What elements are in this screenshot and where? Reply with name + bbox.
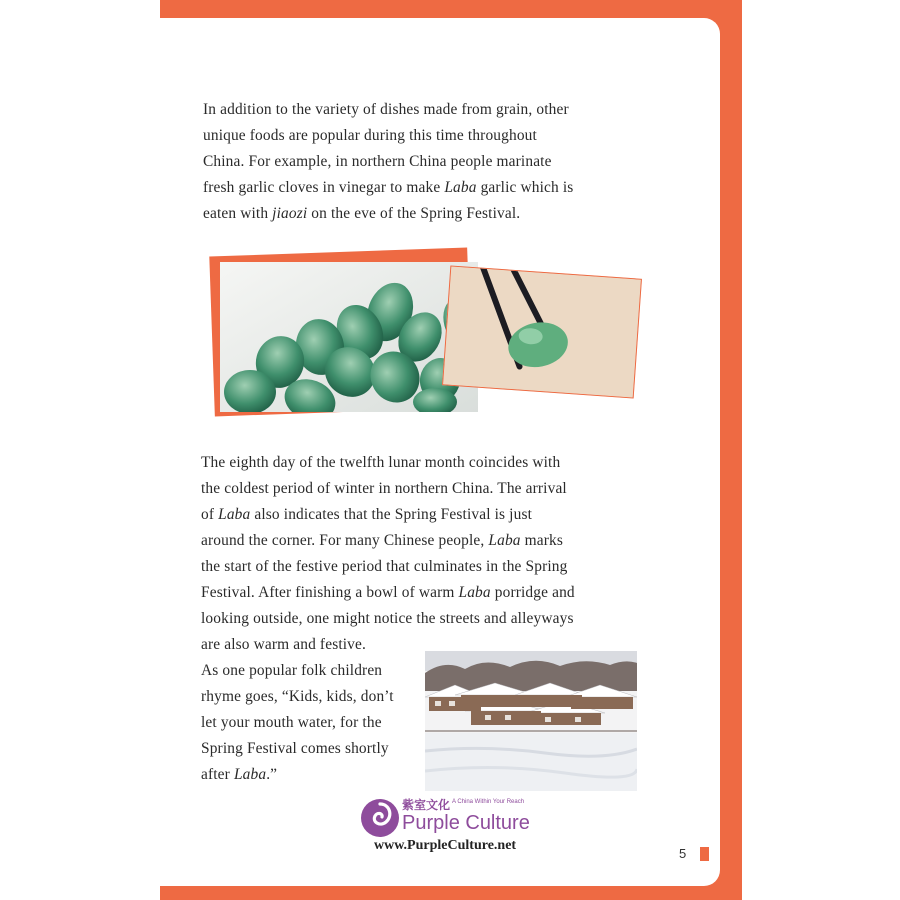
- village-icon: [425, 651, 637, 791]
- page-number-marker: [700, 847, 709, 861]
- purple-culture-watermark: [360, 796, 550, 858]
- italic-term: Laba: [458, 584, 491, 601]
- text-line: As one popular folk children: [201, 662, 383, 679]
- text-line: are also warm and festive.: [201, 636, 367, 653]
- text-line: also indicates that the Spring Festival is just: [250, 506, 533, 523]
- text-line: rhyme goes, “Kids, kids, don’t: [201, 688, 394, 705]
- text-line: after: [201, 766, 234, 783]
- italic-term: jiaozi: [272, 205, 308, 222]
- text-line: .”: [266, 766, 278, 783]
- text-line: the coldest period of winter in northern China. The arrival: [201, 480, 567, 497]
- text-line: fresh garlic cloves in vinegar to make: [203, 179, 445, 196]
- italic-term: Laba: [444, 179, 477, 196]
- text-line: In addition to the variety of dishes made from grain, other: [203, 101, 569, 118]
- text-line: The eighth day of the twelfth lunar month coincides with: [201, 454, 561, 471]
- text-line: the start of the festive period that culminates in the Spring: [201, 558, 568, 575]
- text-line: porridge and: [490, 584, 575, 601]
- paragraph-folk-rhyme: [201, 658, 419, 788]
- text-line: Festival. After finishing a bowl of warm: [201, 584, 459, 601]
- garlic-cloves-image: [220, 262, 478, 412]
- chopsticks-garlic-photo: [442, 265, 642, 398]
- page-number: 5: [679, 846, 687, 861]
- text-line: of: [201, 506, 219, 523]
- text-line: looking outside, one might notice the streets and alleyways: [201, 610, 574, 627]
- text-line: China. For example, in northern China people marinate: [203, 153, 552, 170]
- watermark-tagline: A China Within Your Reach: [452, 799, 525, 805]
- italic-term: Laba: [488, 532, 521, 549]
- paragraph-laba-garlic: [203, 97, 643, 227]
- text-line: Spring Festival comes shortly: [201, 740, 389, 757]
- text-line: garlic which is: [476, 179, 574, 196]
- watermark-name: Purple Culture: [402, 812, 530, 834]
- text-line: marks: [520, 532, 564, 549]
- chopsticks-icon: [443, 267, 641, 398]
- italic-term: Laba: [233, 766, 267, 783]
- text-line: let your mouth water, for the: [201, 714, 382, 731]
- watermark-chinese: 紫室文化: [402, 798, 451, 812]
- text-line: around the corner. For many Chinese people,: [201, 532, 489, 549]
- paragraph-laba-winter: [201, 450, 638, 658]
- italic-term: Laba: [218, 506, 251, 523]
- watermark-url: www.PurpleCulture.net: [374, 838, 517, 853]
- text-line: on the eve of the Spring Festival.: [307, 205, 521, 222]
- text-line: unique foods are popular during this time throughout: [203, 127, 537, 144]
- purple-culture-logo-icon: [360, 796, 400, 840]
- snowy-village-photo: [425, 651, 637, 791]
- laba-garlic-photo: [220, 262, 478, 412]
- text-line: eaten with: [203, 205, 273, 222]
